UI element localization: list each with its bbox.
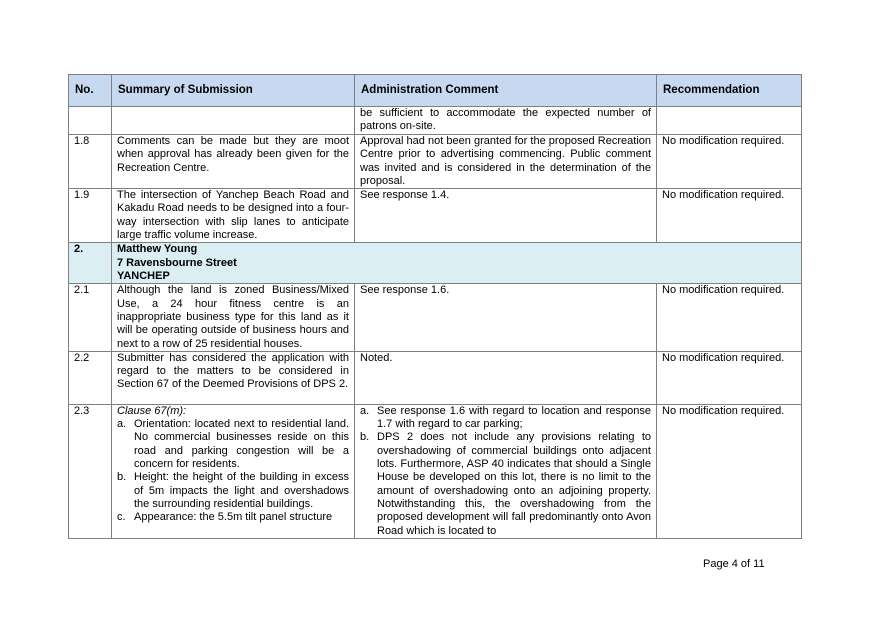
submitter-name: Matthew Young <box>117 243 198 256</box>
recommendation: No modification required. <box>657 135 802 189</box>
table-row <box>69 189 802 243</box>
row-number <box>69 107 112 135</box>
recommendation: No modification required. <box>657 189 802 243</box>
row-number: 2.3 <box>69 404 112 538</box>
administration-comment: See response 1.4. <box>355 189 657 243</box>
table-row <box>69 135 802 189</box>
header-summary: Summary of Submission <box>112 75 355 107</box>
recommendation: No modification required. <box>657 404 802 538</box>
submitter-suburb: YANCHEP <box>117 269 170 282</box>
administration-comment <box>355 404 657 538</box>
list-text: Appearance: the 5.5m tilt panel structure <box>134 511 333 524</box>
row-number: 2.2 <box>69 351 112 404</box>
submitter-row <box>69 243 802 284</box>
administration-comment: See response 1.6. <box>355 284 657 351</box>
list-text: Height: the height of the building in excess of 5m impacts the light and overshadows the surrounding residential buildings. <box>134 471 349 510</box>
recommendation: No modification required. <box>657 284 802 351</box>
recommendation: No modification required. <box>657 351 802 404</box>
clause-heading: Clause 67(m): <box>117 404 187 417</box>
list-item <box>117 418 349 471</box>
list-item <box>360 431 651 537</box>
administration-comment: Noted. <box>355 351 657 404</box>
row-number: 1.9 <box>69 189 112 243</box>
list-text: DPS 2 does not include any provisions relating to overshadowing of commercial buildings onto adjacent lots. Furthermore, ASP 40 indicates that should a Single House be developed on this lot, there is no limit to the amount of overshadowing onto an adjoining property. Notwithstanding this, the overshadowing from the proposed development will fall predominantly onto Avon Road which is located to <box>377 431 651 537</box>
row-number: 1.8 <box>69 135 112 189</box>
header-comment: Administration Comment <box>355 75 657 107</box>
header-no: No. <box>69 75 112 107</box>
list-item <box>117 511 349 524</box>
submission-summary: The intersection of Yanchep Beach Road and Kakadu Road needs to be designed into a four-way intersection with slip lanes to anticipate large traffic volume increase. <box>112 189 355 243</box>
list-text: Orientation: located next to residential land. No commercial businesses reside on this road and parking congestion will be a concern for residents. <box>134 418 349 471</box>
submitter-street: 7 Ravensbourne Street <box>117 256 237 269</box>
table-row <box>69 107 802 135</box>
submission-summary <box>112 107 355 135</box>
summary-list <box>117 418 349 524</box>
list-letter: b. <box>360 431 370 444</box>
header-recommendation: Recommendation <box>657 75 802 107</box>
recommendation <box>657 107 802 135</box>
list-letter: c. <box>117 511 126 524</box>
submission-summary: Comments can be made but they are moot when approval has already been given for the Recreation Centre. <box>112 135 355 189</box>
table-row <box>69 284 802 351</box>
page-number: Page 4 of 11 <box>703 558 765 570</box>
list-letter: b. <box>117 471 127 484</box>
submission-summary: Although the land is zoned Business/Mixed Use, a 24 hour fitness centre is an inappropriate business type for this land as it will be operating outside of business hours and next to a row of 25 residential houses. <box>112 284 355 351</box>
list-item <box>360 405 651 432</box>
submitter-number: 2. <box>69 243 112 284</box>
submission-summary: Submitter has considered the application with regard to the matters to be considered in Section 67 of the Deemed Provisions of DPS 2. <box>112 351 355 404</box>
administration-comment: Approval had not been granted for the proposed Recreation Centre prior to advertising commencing. Public comment was invited and is considered in the determination of the proposal. <box>355 135 657 189</box>
submitter-details <box>112 243 802 284</box>
table-header-row <box>69 75 802 107</box>
list-text: See response 1.6 with regard to location and response 1.7 with regard to car parking; <box>377 404 651 431</box>
submission-summary <box>112 404 355 538</box>
row-number: 2.1 <box>69 284 112 351</box>
administration-comment: be sufficient to accommodate the expected number of patrons on-site. <box>355 107 657 135</box>
submissions-table <box>68 74 802 539</box>
list-item <box>117 471 349 511</box>
table-row <box>69 404 802 538</box>
list-letter: a. <box>360 404 370 417</box>
list-letter: a. <box>117 418 127 431</box>
comment-list <box>360 405 651 538</box>
table-row <box>69 351 802 404</box>
